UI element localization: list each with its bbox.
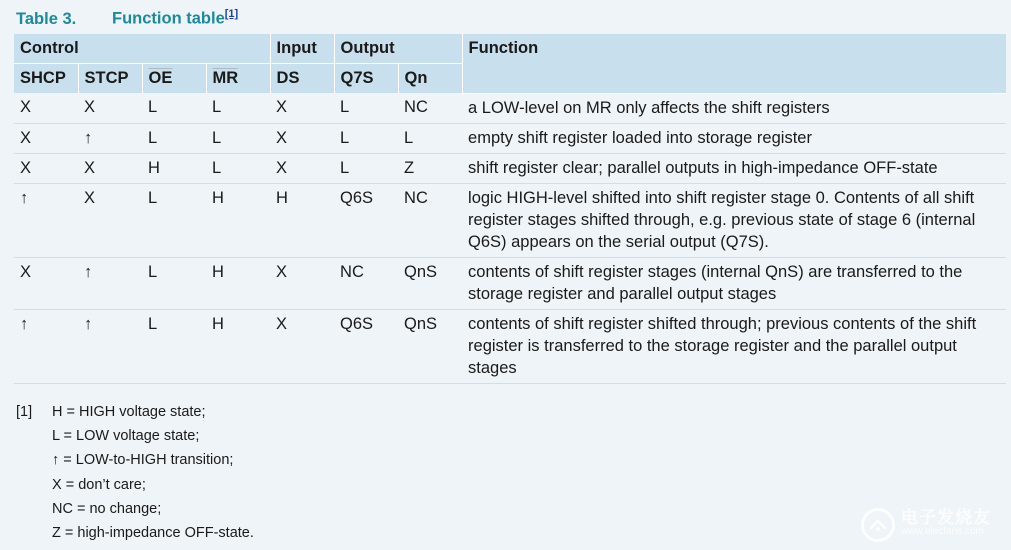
cell-function: empty shift register loaded into storage register [462,123,1006,153]
footnote-line: Z = high-impedance OFF-state. [52,525,254,542]
cell-function: contents of shift register shifted through; previous contents of the shift register is transferred to the storage register and the parallel output stages [462,309,1006,383]
footnote-mark: [1] [16,404,33,420]
cell-stcp: ↑ [78,309,142,383]
col-mr: $\overline{MR}$ [206,64,270,94]
footnote-line: L = LOW voltage state; [52,428,200,445]
cell-mr: H [206,309,270,383]
table-row [14,257,1006,309]
table-row [14,153,1006,183]
cell-stcp: ↑ [78,123,142,153]
cell-ds: X [270,309,334,383]
cell-ds: H [270,183,334,257]
col-ds: DS [270,64,334,94]
cell-mr: L [206,153,270,183]
table-row [14,183,1006,257]
table-number: Table 3. [16,9,77,28]
cell-function: contents of shift register stages (internal QnS) are transferred to the storage register and parallel output stages [462,257,1006,309]
cell-shcp: X [14,123,78,153]
header-function: Function [462,34,1006,93]
footnote-line: NC = no change; [52,500,162,517]
footnote-lines [52,400,254,545]
cell-stcp: ↑ [78,257,142,309]
cell-qn: QnS [398,257,462,309]
header-control: Control [14,34,270,64]
footnote-line: ↑ = LOW-to-HIGH transition; [52,452,234,469]
cell-function: logic HIGH-level shifted into shift register stage 0. Contents of all shift register stages shifted through, e.g. previous state of stage 6 (internal Q6S) appears on the serial output (Q7S). [462,183,1006,257]
table-row [14,93,1006,123]
cell-q7s: L [334,123,398,153]
cell-ds: X [270,257,334,309]
col-q7s: Q7S [334,64,398,94]
cell-function: shift register clear; parallel outputs in high-impedance OFF-state [462,153,1006,183]
cell-ds: X [270,93,334,123]
cell-q7s: Q6S [334,309,398,383]
cell-oe: L [142,183,206,257]
cell-function: a LOW-level on MR only affects the shift registers [462,93,1006,123]
cell-mr: H [206,257,270,309]
cell-q7s: Q6S [334,183,398,257]
cell-qn: QnS [398,309,462,383]
cell-shcp: X [14,153,78,183]
cell-mr: H [206,183,270,257]
table-title: Function table [112,9,225,28]
table-row [14,123,1006,153]
cell-ds: X [270,153,334,183]
cell-qn: L [398,123,462,153]
cell-oe: L [142,93,206,123]
cell-shcp: ↑ [14,309,78,383]
cell-ds: X [270,123,334,153]
cell-q7s: NC [334,257,398,309]
cell-stcp: X [78,153,142,183]
col-oe: $\overline{OE}$ [142,64,206,94]
header-group-row [14,34,1006,64]
cell-oe: L [142,257,206,309]
elecfans-logo-mark [868,515,888,535]
footnote-line: X = don’t care; [52,476,146,493]
col-qn: Qn [398,64,462,94]
table-footnote [16,400,254,545]
cell-oe: L [142,309,206,383]
footnote-line: H = HIGH voltage state; [52,404,206,420]
watermark-name: 电子发烧友 [901,508,991,527]
elecfans-logo-icon [861,508,895,542]
table-caption [16,8,238,29]
watermark [861,508,991,542]
cell-mr: L [206,123,270,153]
header-output: Output [334,34,462,64]
cell-oe: H [142,153,206,183]
cell-q7s: L [334,93,398,123]
cell-shcp: X [14,257,78,309]
watermark-url: www.elecfans.com [901,526,984,537]
cell-stcp: X [78,93,142,123]
header-input: Input [270,34,334,64]
cell-stcp: X [78,183,142,257]
cell-oe: L [142,123,206,153]
col-shcp: SHCP [14,64,78,94]
cell-qn: Z [398,153,462,183]
footnote-link[interactable]: [1] [224,8,239,20]
cell-qn: NC [398,183,462,257]
cell-shcp: X [14,93,78,123]
cell-shcp: ↑ [14,183,78,257]
cell-q7s: L [334,153,398,183]
cell-qn: NC [398,93,462,123]
col-stcp: STCP [78,64,142,94]
table-row [14,309,1006,383]
function-table [14,34,1006,384]
watermark-text [901,508,991,539]
cell-mr: L [206,93,270,123]
